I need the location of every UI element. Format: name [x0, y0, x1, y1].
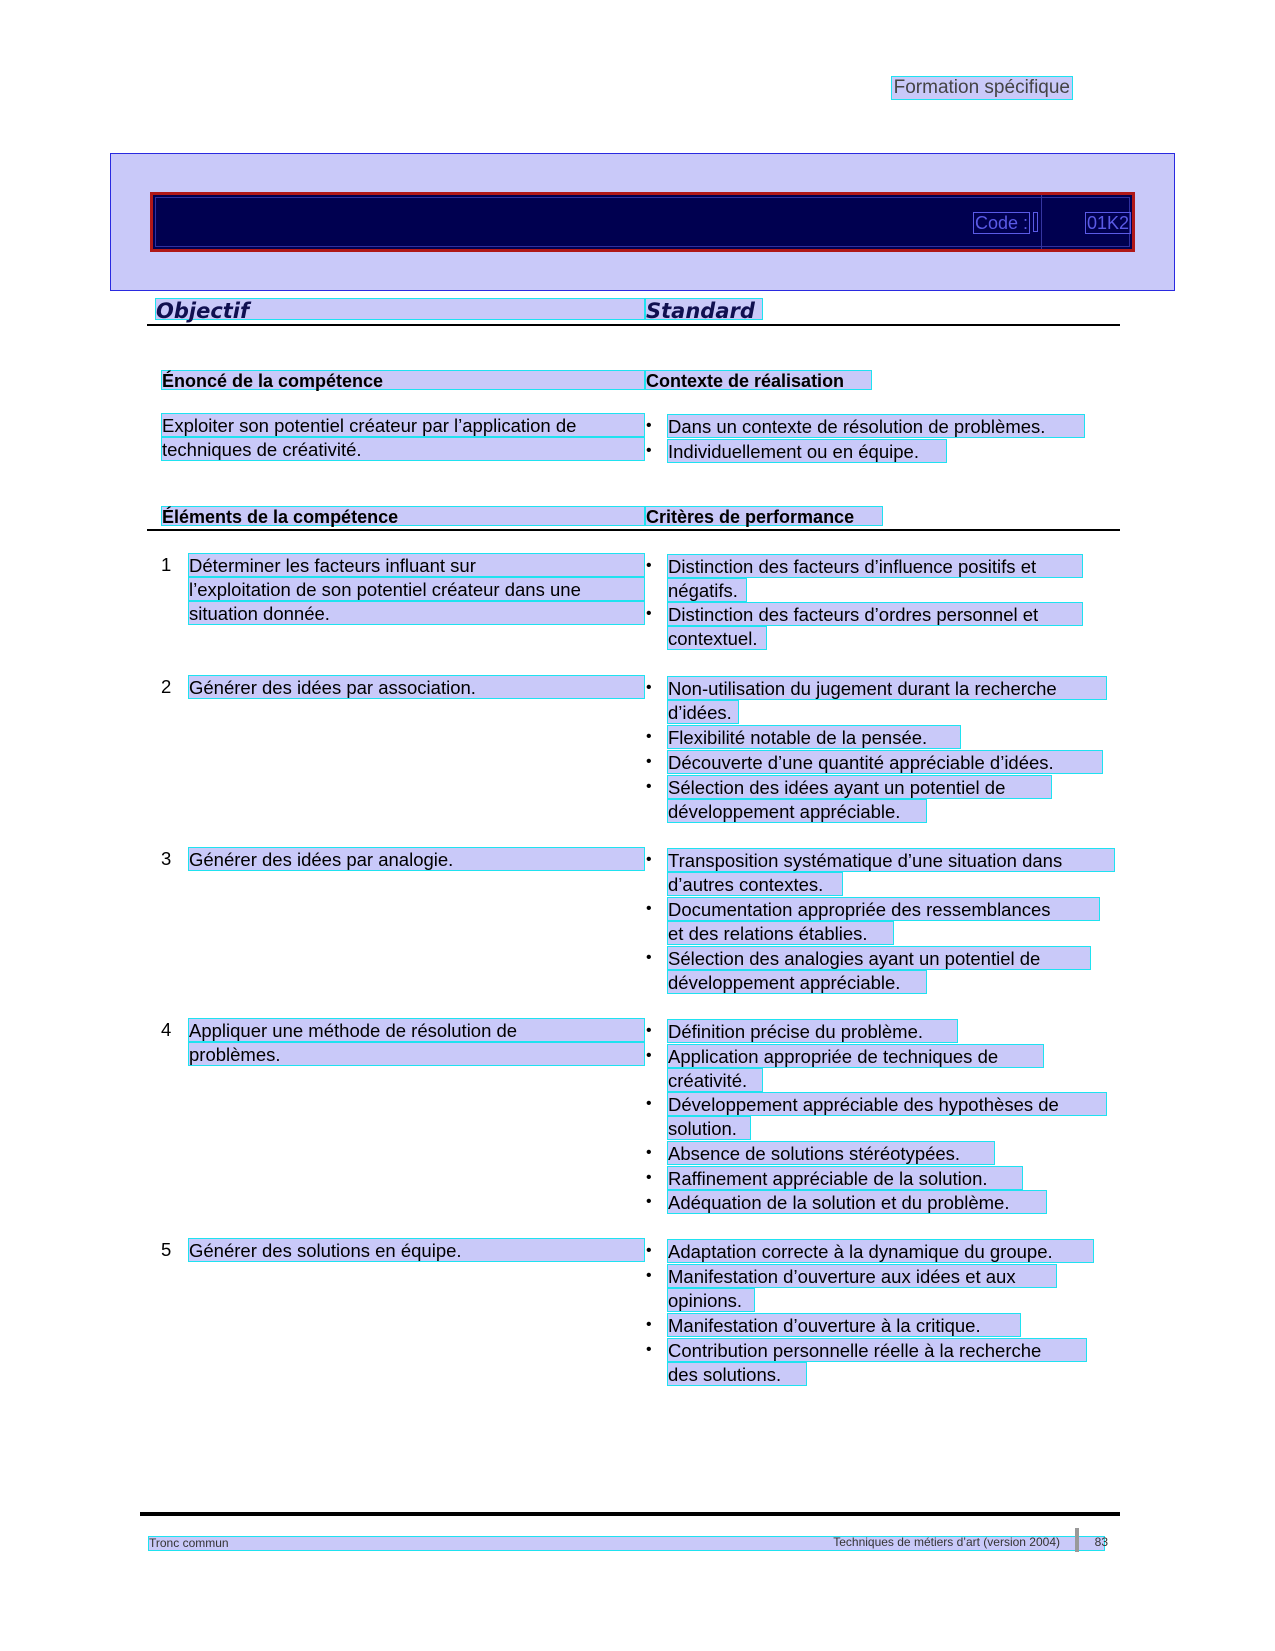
elements-title: Éléments de la compétence — [161, 506, 645, 526]
criteria-line: Distinction des facteurs d’ordres personnel et — [667, 602, 1083, 626]
criteria-line: Contribution personnelle réelle à la recherche — [667, 1338, 1087, 1362]
criteria-line: et des relations établies. — [667, 921, 894, 945]
enonce-line-1: Exploiter son potentiel créateur par l’application de — [161, 413, 645, 437]
criteria-line: contextuel. — [667, 626, 767, 650]
element-text: Générer des idées par analogie. — [188, 847, 645, 871]
header-label: Formation spécifique — [891, 76, 1073, 100]
element-number: 2 — [161, 676, 172, 697]
footer-right-text: Techniques de métiers d’art (version 2004) — [833, 1535, 1060, 1549]
element-number: 4 — [161, 1019, 172, 1040]
column-header-rule — [147, 324, 1120, 326]
bullet-icon: • — [646, 442, 652, 459]
element-text: l’exploitation de son potentiel créateur dans une — [188, 577, 645, 601]
code-value: 01K2 — [1087, 213, 1130, 233]
element-number: 1 — [161, 554, 172, 575]
criteria-line: Flexibilité notable de la pensée. — [667, 725, 961, 749]
bullet-icon: • — [646, 417, 652, 434]
bullet-icon: • — [646, 1047, 652, 1064]
bullet-icon: • — [646, 778, 652, 795]
criteria-line: Non-utilisation du jugement durant la recherche — [667, 676, 1107, 700]
criteria-line: solution. — [667, 1116, 751, 1140]
contexte-item: Individuellement ou en équipe. — [667, 439, 947, 463]
bullet-icon: • — [646, 1242, 652, 1259]
bullet-icon: • — [646, 1316, 652, 1333]
bullet-icon: • — [646, 949, 652, 966]
bullet-icon: • — [646, 1341, 652, 1358]
enonce-title: Énoncé de la compétence — [161, 370, 645, 390]
criteria-line: Absence de solutions stéréotypées. — [667, 1141, 995, 1165]
element-text: problèmes. — [188, 1042, 645, 1066]
criteria-line: Raffinement appréciable de la solution. — [667, 1166, 1023, 1190]
element-text: Déterminer les facteurs influant sur — [188, 553, 645, 577]
code-separator — [1033, 212, 1038, 232]
bullet-icon: • — [646, 679, 652, 696]
criteria-line: Manifestation d’ouverture à la critique. — [667, 1313, 1021, 1337]
enonce-line-2: techniques de créativité. — [161, 437, 645, 461]
criteria-line: Application appropriée de techniques de — [667, 1044, 1044, 1068]
bullet-icon: • — [646, 1022, 652, 1039]
criteria-line: d’autres contextes. — [667, 872, 843, 896]
criteria-line: Sélection des idées ayant un potentiel de — [667, 775, 1052, 799]
code-divider — [1041, 195, 1042, 249]
criteria-line: Découverte d’une quantité appréciable d’idées. — [667, 750, 1103, 774]
criteria-line: Adaptation correcte à la dynamique du groupe. — [667, 1239, 1094, 1263]
bullet-icon: • — [646, 1144, 652, 1161]
bullet-icon: • — [646, 753, 652, 770]
criteria-line: Développement appréciable des hypothèses de — [667, 1092, 1107, 1116]
criteria-line: d’idées. — [667, 700, 739, 724]
element-text: Générer des idées par association. — [188, 675, 645, 699]
criteria-line: créativité. — [667, 1068, 763, 1092]
bullet-icon: • — [646, 1095, 652, 1112]
criteria-line: Sélection des analogies ayant un potentiel de — [667, 946, 1091, 970]
bullet-icon: • — [646, 728, 652, 745]
bullet-icon: • — [646, 605, 652, 622]
bullet-icon: • — [646, 1169, 652, 1186]
criteria-line: Adéquation de la solution et du problème. — [667, 1190, 1047, 1214]
element-text: situation donnée. — [188, 601, 645, 625]
element-text: Générer des solutions en équipe. — [188, 1238, 645, 1262]
bullet-icon: • — [646, 851, 652, 868]
criteres-title: Critères de performance — [645, 506, 883, 526]
element-number: 5 — [161, 1239, 172, 1260]
bullet-icon: • — [646, 1267, 652, 1284]
element-number: 3 — [161, 848, 172, 869]
criteria-line: Distinction des facteurs d’influence positifs et — [667, 554, 1083, 578]
criteria-line: Documentation appropriée des ressemblances — [667, 897, 1100, 921]
criteria-line: des solutions. — [667, 1362, 807, 1386]
criteria-line: développement appréciable. — [667, 799, 927, 823]
contexte-item: Dans un contexte de résolution de problèmes. — [667, 414, 1085, 438]
criteria-line: Définition précise du problème. — [667, 1019, 958, 1043]
contexte-title: Contexte de réalisation — [645, 370, 872, 390]
criteria-line: opinions. — [667, 1288, 755, 1312]
criteria-line: Transposition systématique d’une situation dans — [667, 848, 1115, 872]
elements-rule — [147, 529, 1120, 531]
standard-heading: Standard — [645, 298, 763, 320]
criteria-line: négatifs. — [667, 578, 747, 602]
element-text: Appliquer une méthode de résolution de — [188, 1018, 645, 1042]
bullet-icon: • — [646, 557, 652, 574]
footer-separator — [1075, 1528, 1079, 1552]
title-bar — [150, 192, 1135, 252]
bullet-icon: • — [646, 1193, 652, 1210]
criteria-line: développement appréciable. — [667, 970, 927, 994]
page-number: 83 — [1094, 1535, 1108, 1549]
bullet-icon: • — [646, 900, 652, 917]
footer-left-text: Tronc commun — [148, 1536, 1105, 1551]
objective-heading: Objectif — [155, 298, 645, 320]
footer-rule — [140, 1512, 1120, 1516]
code-label: Code : — [975, 213, 1029, 233]
criteria-line: Manifestation d’ouverture aux idées et aux — [667, 1264, 1057, 1288]
